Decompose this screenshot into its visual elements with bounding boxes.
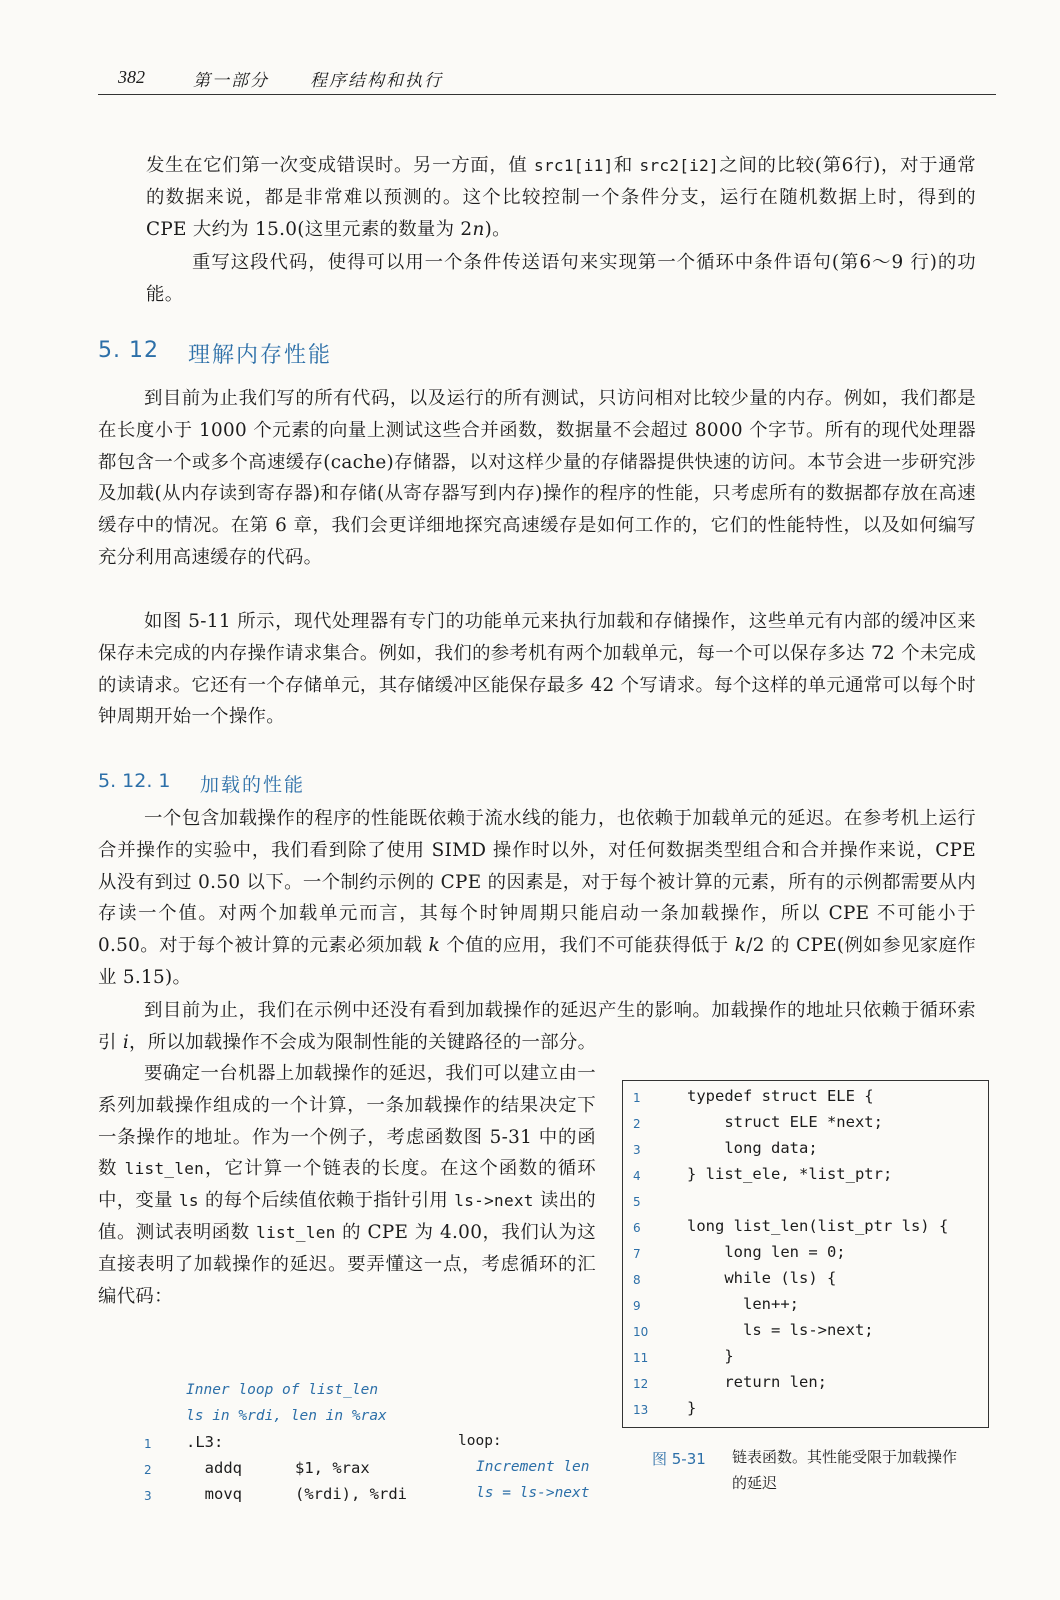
code-line: 8 while (ls) { [633, 1269, 837, 1287]
code-line: 7 long len = 0; [633, 1243, 846, 1261]
page-number: 382 [118, 67, 145, 87]
asm-line: 2 addq $1, %rax Increment len [144, 1459, 590, 1477]
section-paragraph-2: 如图 5-11 所示，现代处理器有专门的功能单元来执行加载和存储操作，这些单元有内部的缓冲区来保存未完成的内存操作请求集合。例如，我们的参考机有两个加载单元，每一个可以保存多达 72 个未完成的读请求。它还有一个存储单元，其存储缓冲区能保存最多 42 个写请求。每个这样的单元通常可以每个时钟周期开始一个操作。 [98, 611, 976, 728]
code-line: 2 struct ELE *next; [633, 1113, 883, 1131]
code-line: 12 return len; [633, 1373, 827, 1391]
figure-caption-text: 链表函数。其性能受限于加载操作的延迟 [732, 1448, 958, 1492]
code-line: 4 } list_ele, *list_ptr; [633, 1165, 893, 1183]
subsection-heading: 5. 12. 1 加载的性能 [98, 770, 306, 796]
code-line: 10 ls = ls->next; [633, 1321, 874, 1339]
page-header [98, 62, 996, 95]
running-title: 程序结构和执行 [310, 71, 443, 91]
code-line: 13 } [633, 1399, 697, 1417]
asm-comment-2: ls in %rdi, len in %rax [186, 1408, 387, 1424]
subsection-paragraph-2: 到目前为止，我们在示例中还没有看到加载操作的延迟产生的影响。加载操作的地址只依赖于循环索引 i，所以加载操作不会成为限制性能的关键路径的一部分。 [98, 1000, 976, 1053]
section-heading: 5. 12 理解内存性能 [98, 338, 333, 368]
code-line: 9 len++; [633, 1295, 799, 1313]
code-line: 11 } [633, 1347, 734, 1365]
asm-comment-1: Inner loop of list_len [186, 1382, 379, 1398]
code-line: 5 [633, 1195, 641, 1209]
asm-line: 1 .L3: loop: [144, 1433, 502, 1451]
figure-label: 图 5-31 [652, 1450, 706, 1468]
figure-code-box [622, 1080, 989, 1428]
section-paragraph-1: 到目前为止我们写的所有代码，以及运行的所有测试，只访问相对比较少量的内存。例如，我们都是在长度小于 1000 个元素的向量上测试这些合并函数，数据量不会超过 8000 个字节。所有的现代处理器都包含一个或多个高速缓存(cache)存储器，以对这样少量的存储器提供快速的访问。本节会进一步研究涉及加载(从内存读到寄存器)和存储(从寄存器写到内存)操作的程序的性能，只考虑所有的数据都存放在高速缓存中的情况。在第 6 章，我们会更详细地探究高速缓存是如何工作的，它们的性能特性，以及如何编写充分利用高速缓存的代码。 [98, 388, 976, 568]
subsection-paragraph-1: 一个包含加载操作的程序的性能既依赖于流水线的能力，也依赖于加载单元的延迟。在参考机上运行合并操作的实验中，我们看到除了使用 SIMD 操作时以外，对任何数据类型组合和合并操作来说，CPE 从没有到过 0.50 以下。一个制约示例的 CPE 的因素是，对于每个被计算的元素，所有的示例都需要从内存读一个值。对两个加载单元而言，其每个时钟周期只能启动一条加载操作，所以 CPE 不可能小于 0.50。对于每个被计算的元素必须加载 k 个值的应用，我们不可能获得低于 k/2 的 CPE(例如参见家庭作业 5.15)。 [98, 808, 976, 988]
intro-paragraph-1: 发生在它们第一次变成错误时。另一方面，值 src1[i1]和 src2[i2]之间的比较(第6行)，对于通常的数据来说，都是非常难以预测的。这个比较控制一个条件分支，运行在随机数据上时，得到的 CPE 大约为 15.0(这里元素的数量为 2n)。 [146, 155, 976, 240]
code-line: 6 long list_len(list_ptr ls) { [633, 1217, 949, 1235]
asm-line: 3 movq (%rdi), %rdi ls = ls->next [144, 1485, 590, 1503]
code-line: 3 long data; [633, 1139, 818, 1157]
part-label: 第一部分 [193, 71, 269, 91]
intro-paragraph-2: 重写这段代码，使得可以用一个条件传送语句来实现第一个循环中条件语句(第6～9 行)的功能。 [146, 252, 976, 305]
subsection-paragraph-3: 要确定一台机器上加载操作的延迟，我们可以建立由一系列加载操作组成的一个计算，一条加载操作的结果决定下一条操作的地址。作为一个例子，考虑函数图 5-31 中的函数 list_len，它计算一个链表的长度。在这个函数的循环中，变量 ls 的每个后续值依赖于指针引用 ls->next 读出的值。测试表明函数 list_len 的 CPE 为 4.00，我们认为这直接表明了加载操作的延迟。要弄懂这一点，考虑循环的汇编代码： [98, 1063, 596, 1307]
code-line: 1 typedef struct ELE { [633, 1087, 874, 1105]
